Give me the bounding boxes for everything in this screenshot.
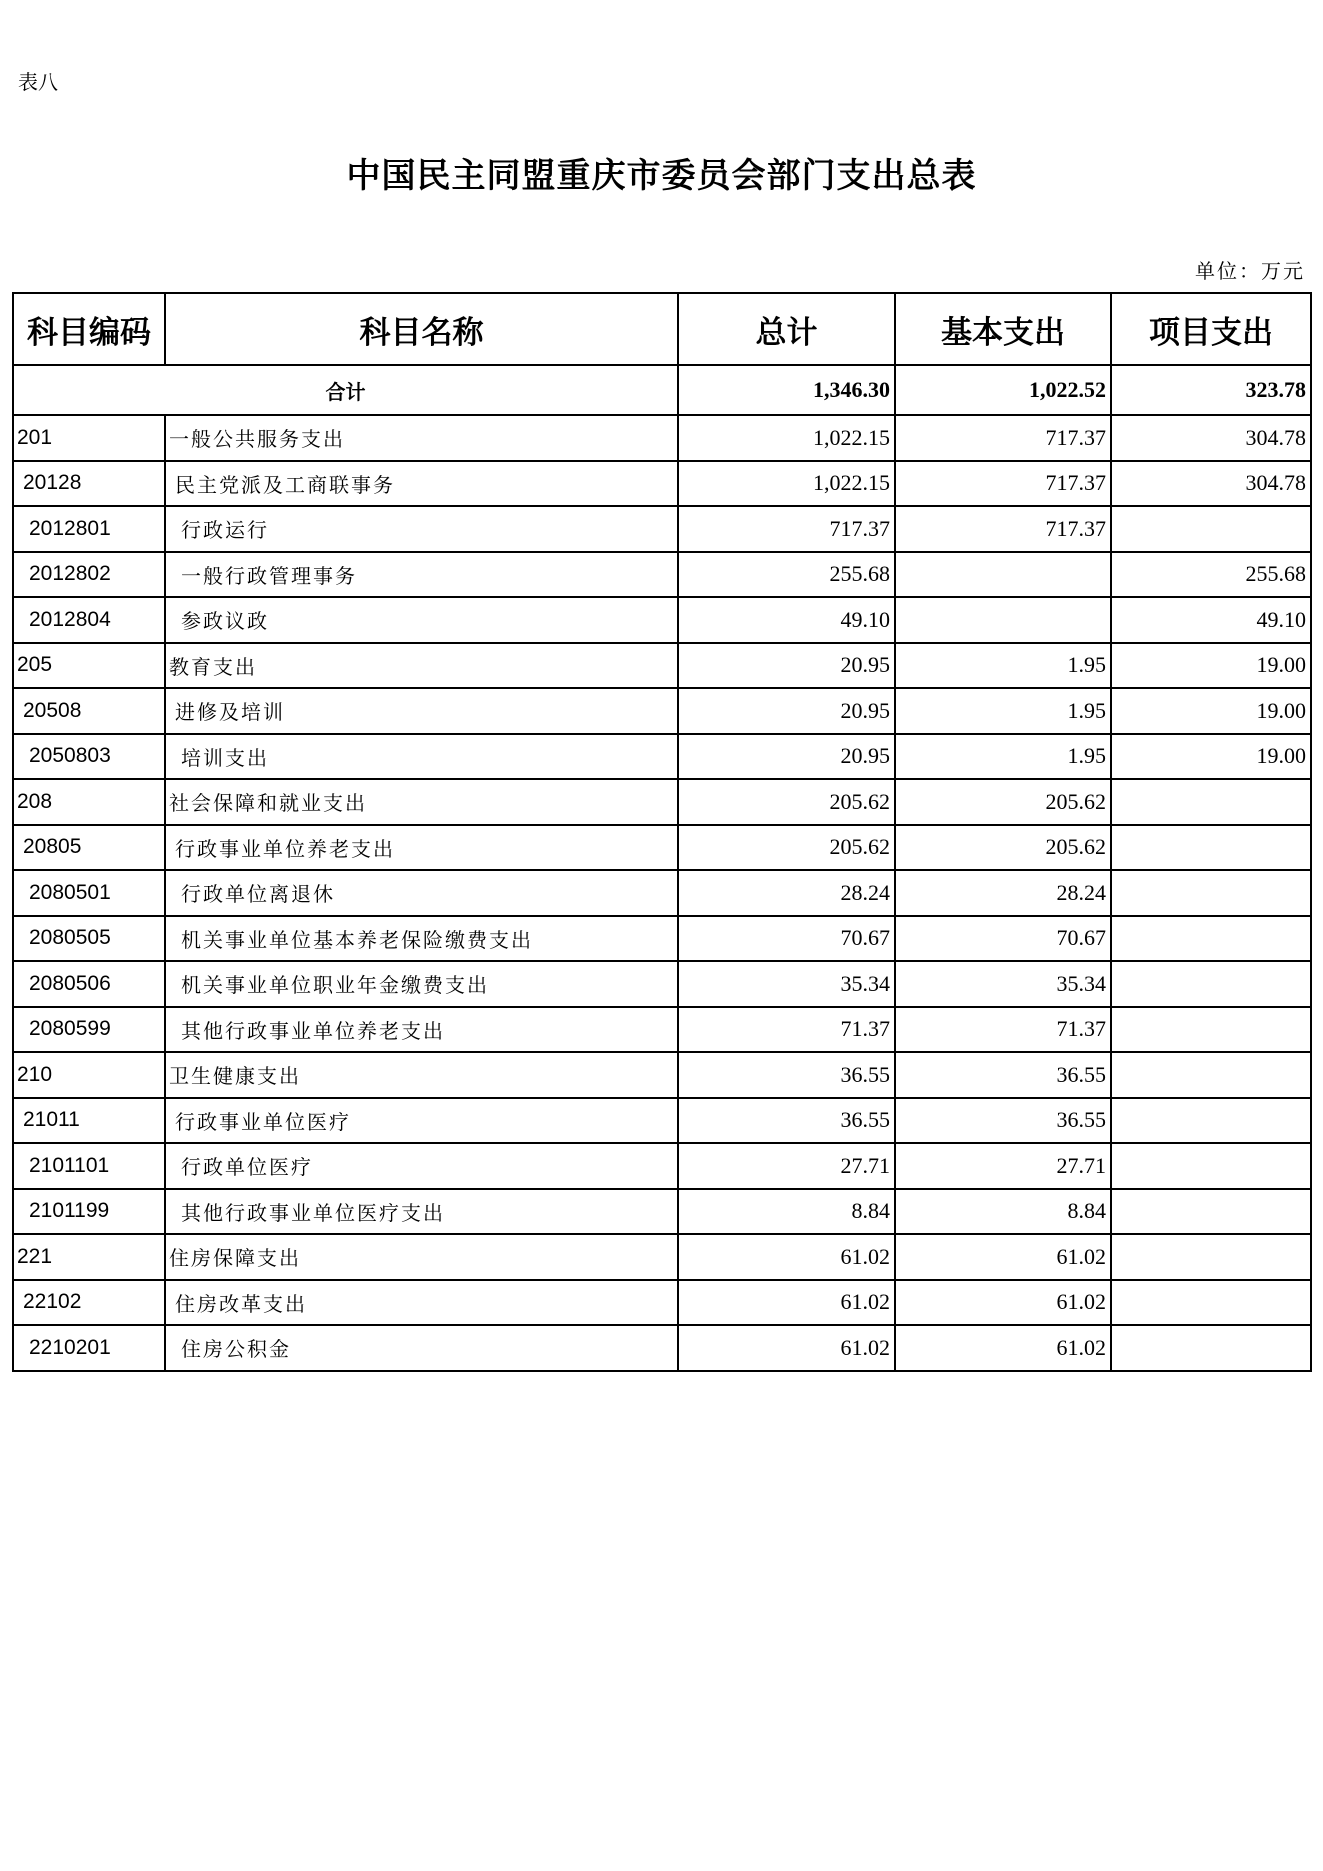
expenditure-table [12, 292, 1312, 1372]
name-cell: 一般公共服务支出 [165, 415, 678, 461]
column-header-basic: 基本支出 [895, 293, 1111, 365]
code-cell: 208 [13, 779, 165, 825]
project-cell: 19.00 [1111, 643, 1311, 689]
code-cell: 221 [13, 1234, 165, 1280]
total-cell: 61.02 [678, 1234, 895, 1280]
basic-cell [895, 552, 1111, 598]
code-cell: 2080505 [13, 916, 165, 962]
table-row [13, 1280, 1311, 1326]
total-cell: 70.67 [678, 916, 895, 962]
code-cell: 2012804 [13, 597, 165, 643]
name-cell: 行政事业单位医疗 [165, 1098, 678, 1144]
total-cell: 1,022.15 [678, 415, 895, 461]
name-cell: 机关事业单位职业年金缴费支出 [165, 961, 678, 1007]
name-cell: 一般行政管理事务 [165, 552, 678, 598]
basic-cell: 61.02 [895, 1280, 1111, 1326]
basic-cell: 205.62 [895, 825, 1111, 871]
total-cell: 1,022.15 [678, 461, 895, 507]
table-header-row [13, 293, 1311, 365]
table-row [13, 1143, 1311, 1189]
total-label: 合计 [13, 365, 678, 415]
total-cell: 71.37 [678, 1007, 895, 1053]
project-cell [1111, 506, 1311, 552]
code-cell: 201 [13, 415, 165, 461]
project-cell [1111, 1325, 1311, 1371]
total-cell: 27.71 [678, 1143, 895, 1189]
total-sum: 1,346.30 [678, 365, 895, 415]
table-row [13, 415, 1311, 461]
name-cell: 行政运行 [165, 506, 678, 552]
project-cell [1111, 1234, 1311, 1280]
total-cell: 8.84 [678, 1189, 895, 1235]
table-row [13, 643, 1311, 689]
project-cell: 255.68 [1111, 552, 1311, 598]
project-cell [1111, 779, 1311, 825]
table-row [13, 734, 1311, 780]
code-cell: 2210201 [13, 1325, 165, 1371]
table-row [13, 688, 1311, 734]
name-cell: 卫生健康支出 [165, 1052, 678, 1098]
project-cell [1111, 1007, 1311, 1053]
table-row [13, 870, 1311, 916]
total-cell: 717.37 [678, 506, 895, 552]
total-cell: 205.62 [678, 825, 895, 871]
project-cell: 19.00 [1111, 688, 1311, 734]
name-cell: 行政单位医疗 [165, 1143, 678, 1189]
table-row [13, 506, 1311, 552]
basic-cell: 8.84 [895, 1189, 1111, 1235]
basic-cell: 36.55 [895, 1098, 1111, 1144]
project-cell [1111, 1143, 1311, 1189]
project-cell: 19.00 [1111, 734, 1311, 780]
basic-cell: 61.02 [895, 1325, 1111, 1371]
code-cell: 210 [13, 1052, 165, 1098]
name-cell: 行政事业单位养老支出 [165, 825, 678, 871]
table-row [13, 779, 1311, 825]
code-cell: 20508 [13, 688, 165, 734]
total-cell: 205.62 [678, 779, 895, 825]
code-cell: 2080599 [13, 1007, 165, 1053]
total-cell: 36.55 [678, 1098, 895, 1144]
unit-label: 单位：万元 [1195, 259, 1305, 283]
basic-cell: 717.37 [895, 461, 1111, 507]
code-cell: 20805 [13, 825, 165, 871]
name-cell: 进修及培训 [165, 688, 678, 734]
code-cell: 22102 [13, 1280, 165, 1326]
total-cell: 28.24 [678, 870, 895, 916]
code-cell: 2012801 [13, 506, 165, 552]
name-cell: 培训支出 [165, 734, 678, 780]
table-row [13, 1098, 1311, 1144]
code-cell: 2012802 [13, 552, 165, 598]
name-cell: 教育支出 [165, 643, 678, 689]
project-cell: 49.10 [1111, 597, 1311, 643]
total-cell: 255.68 [678, 552, 895, 598]
column-header-project: 项目支出 [1111, 293, 1311, 365]
basic-cell: 1.95 [895, 734, 1111, 780]
table-row [13, 1325, 1311, 1371]
table-row [13, 597, 1311, 643]
total-basic: 1,022.52 [895, 365, 1111, 415]
column-header-name: 科目名称 [165, 293, 678, 365]
basic-cell: 1.95 [895, 688, 1111, 734]
project-cell [1111, 1189, 1311, 1235]
basic-cell: 717.37 [895, 415, 1111, 461]
total-cell: 20.95 [678, 643, 895, 689]
total-cell: 61.02 [678, 1280, 895, 1326]
code-cell: 205 [13, 643, 165, 689]
table-row [13, 1189, 1311, 1235]
name-cell: 社会保障和就业支出 [165, 779, 678, 825]
name-cell: 住房改革支出 [165, 1280, 678, 1326]
project-cell: 304.78 [1111, 415, 1311, 461]
table-row [13, 552, 1311, 598]
basic-cell [895, 597, 1111, 643]
table-label: 表八 [18, 70, 58, 94]
table-row [13, 825, 1311, 871]
table-row [13, 1234, 1311, 1280]
total-cell: 20.95 [678, 734, 895, 780]
name-cell: 机关事业单位基本养老保险缴费支出 [165, 916, 678, 962]
basic-cell: 27.71 [895, 1143, 1111, 1189]
name-cell: 民主党派及工商联事务 [165, 461, 678, 507]
table-row [13, 961, 1311, 1007]
name-cell: 住房公积金 [165, 1325, 678, 1371]
name-cell: 住房保障支出 [165, 1234, 678, 1280]
name-cell: 其他行政事业单位养老支出 [165, 1007, 678, 1053]
page-title: 中国民主同盟重庆市委员会部门支出总表 [346, 156, 977, 196]
name-cell: 参政议政 [165, 597, 678, 643]
total-row [13, 365, 1311, 415]
total-cell: 35.34 [678, 961, 895, 1007]
project-cell [1111, 1052, 1311, 1098]
basic-cell: 61.02 [895, 1234, 1111, 1280]
basic-cell: 70.67 [895, 916, 1111, 962]
name-cell: 其他行政事业单位医疗支出 [165, 1189, 678, 1235]
basic-cell: 71.37 [895, 1007, 1111, 1053]
code-cell: 20128 [13, 461, 165, 507]
project-cell [1111, 1098, 1311, 1144]
project-cell: 304.78 [1111, 461, 1311, 507]
table-row [13, 1052, 1311, 1098]
table-row [13, 461, 1311, 507]
total-cell: 49.10 [678, 597, 895, 643]
code-cell: 2050803 [13, 734, 165, 780]
code-cell: 2080506 [13, 961, 165, 1007]
project-cell [1111, 870, 1311, 916]
basic-cell: 36.55 [895, 1052, 1111, 1098]
column-header-code: 科目编码 [13, 293, 165, 365]
project-cell [1111, 825, 1311, 871]
total-project: 323.78 [1111, 365, 1311, 415]
table-row [13, 1007, 1311, 1053]
total-cell: 61.02 [678, 1325, 895, 1371]
project-cell [1111, 961, 1311, 1007]
total-cell: 20.95 [678, 688, 895, 734]
basic-cell: 1.95 [895, 643, 1111, 689]
project-cell [1111, 916, 1311, 962]
table-row [13, 916, 1311, 962]
basic-cell: 717.37 [895, 506, 1111, 552]
code-cell: 21011 [13, 1098, 165, 1144]
project-cell [1111, 1280, 1311, 1326]
code-cell: 2101101 [13, 1143, 165, 1189]
total-cell: 36.55 [678, 1052, 895, 1098]
code-cell: 2080501 [13, 870, 165, 916]
basic-cell: 205.62 [895, 779, 1111, 825]
code-cell: 2101199 [13, 1189, 165, 1235]
basic-cell: 28.24 [895, 870, 1111, 916]
name-cell: 行政单位离退休 [165, 870, 678, 916]
basic-cell: 35.34 [895, 961, 1111, 1007]
column-header-total: 总计 [678, 293, 895, 365]
